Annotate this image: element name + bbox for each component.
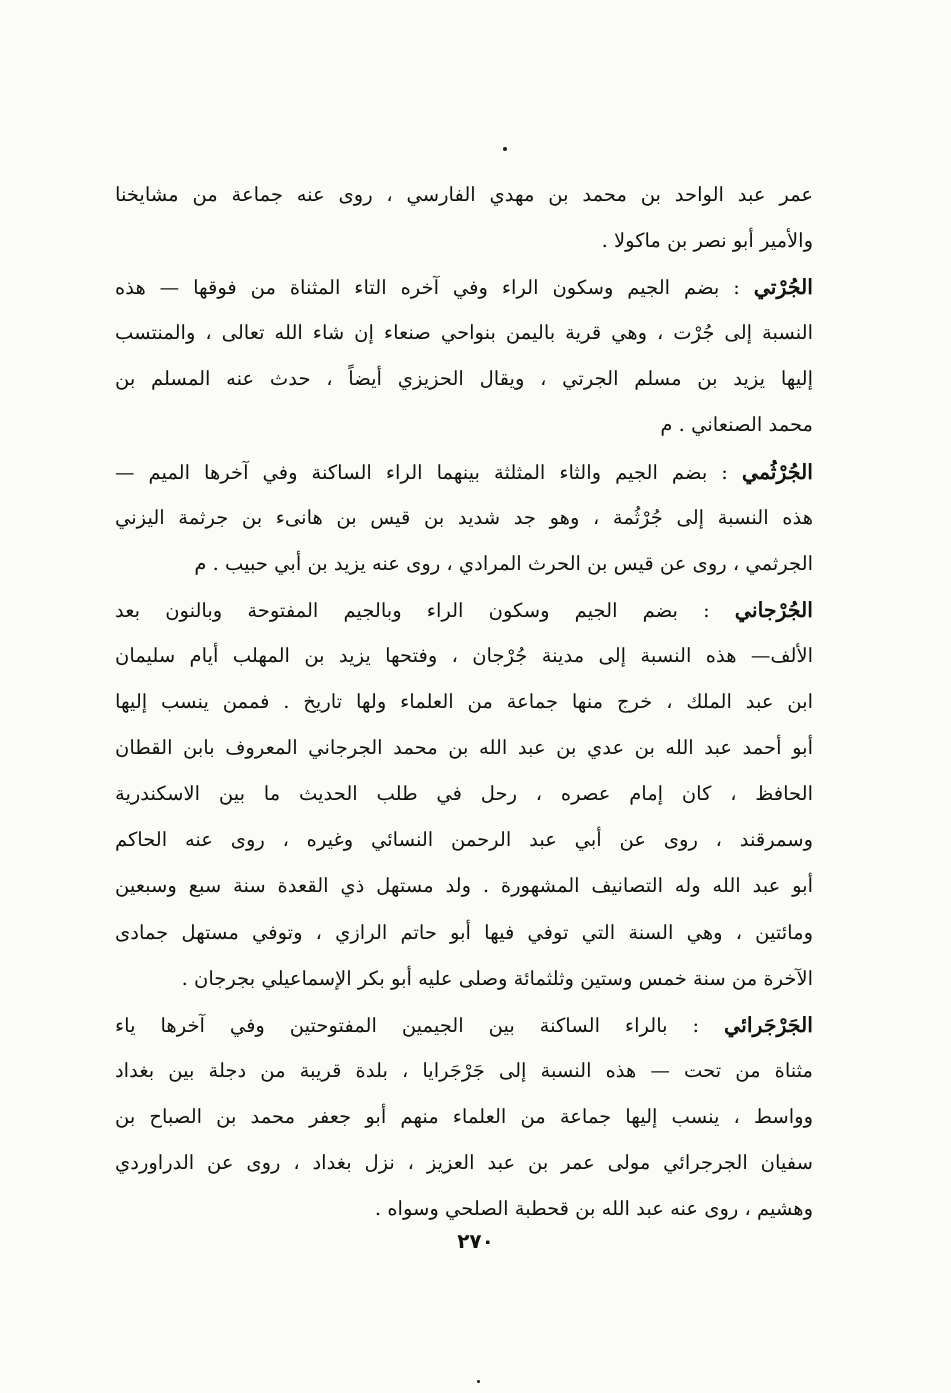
line-text: وهشيم ، روى عنه عبد الله بن قحطبة الصلحي وسواه . [374, 1197, 813, 1221]
line-text: الحافظ ، كان إمام عصره ، رحل في طلب الحديث ما بين الاسكندرية [115, 782, 813, 806]
text-line [115, 449, 813, 495]
line-text: ابن عبد الملك ، خرج منها جماعة من العلماء ولها تاريخ . فممن ينسب إليها [115, 690, 813, 714]
line-text: : بالراء الساكنة بين الجيمين المفتوحتين وفي آخرها ياء [115, 1013, 725, 1037]
line-text: مثناة من تحت — هذه النسبة إلى جَرْجَرايا ، بلدة قريبة من دجلة بين بغداد [115, 1058, 813, 1082]
text-line [115, 1048, 813, 1094]
text-line [115, 633, 813, 679]
line-text: النسبة إلى جُرْت ، وهي قرية باليمن بنواحي صنعاء إن شاء الله تعالى ، والمنتسب [115, 321, 813, 345]
bottom-ink-dot [477, 1380, 480, 1383]
line-text: والأمير أبو نصر بن ماكولا . [601, 229, 813, 253]
line-text: سفيان الجرجرائي مولى عمر بن عبد العزيز ، نزل بغداد ، روى عن الدراوردي [115, 1150, 813, 1174]
page-number: ٢٧٠ [457, 1229, 494, 1253]
text-line [115, 1186, 813, 1232]
text-line [115, 1140, 813, 1186]
text-line [115, 310, 813, 356]
text-line [115, 771, 813, 817]
text-line [115, 587, 813, 633]
text-line [115, 863, 813, 909]
text-line [115, 495, 813, 541]
line-text: أبو عبد الله وله التصانيف المشهورة . ولد مستهل ذي القعدة سنة سبع وسبعين [115, 874, 813, 898]
line-text: : بضم الجيم وسكون الراء وبالجيم المفتوحة وبالنون بعد [115, 598, 735, 622]
entry-heading: الجُرْتي [753, 275, 813, 300]
line-text: وسمرقند ، روى عن أبي عبد الرحمن النسائي وغيره ، روى عنه الحاكم [115, 828, 813, 852]
text-line [115, 264, 813, 310]
text-line [115, 218, 813, 264]
entry-heading: الجَرْجَرائي [724, 1012, 813, 1037]
top-ink-dot [503, 147, 507, 151]
text-line [115, 1002, 813, 1048]
text-line [115, 1094, 813, 1140]
entry-heading: الجُرْجاني [734, 597, 813, 622]
line-text: : بضم الجيم وسكون الراء وفي آخره التاء المثناة من فوقها — هذه [115, 276, 754, 300]
text-line [115, 725, 813, 771]
text-line [115, 956, 813, 1002]
text-line [115, 910, 813, 956]
line-text: أبو أحمد عبد الله بن عدي بن عبد الله بن محمد الجرجاني المعروف بابن القطان [115, 736, 813, 760]
line-text: ومائتين ، وهي السنة التي توفي فيها أبو حاتم الرازي ، وتوفي مستهل جمادى [115, 920, 813, 944]
line-text: وواسط ، ينسب إليها جماعة من العلماء منهم أبو جعفر محمد بن الصباح بن [115, 1104, 813, 1128]
line-text: هذه النسبة إلى جُرْثُمة ، وهو جد شديد بن قيس بن هانىء بن جرثمة اليزني [115, 505, 813, 529]
text-line [115, 817, 813, 863]
line-text: إليها يزيد بن مسلم الجرتي ، ويقال الحزيزي أيضاً ، حدث عنه المسلم بن [115, 367, 813, 391]
line-text: محمد الصنعاني . م [660, 413, 813, 437]
line-text: الألف— هذه النسبة إلى مدينة جُرْجان ، وفتحها يزيد بن المهلب أيام سليمان [115, 643, 813, 667]
line-text: الجرثمي ، روى عن قيس بن الحرث المرادي ، روى عنه يزيد بن أبي حبيب . م [194, 551, 813, 575]
text-line [115, 679, 813, 725]
text-line [115, 356, 813, 402]
text-line [115, 172, 813, 218]
entry-heading: الجُرْثُمي [741, 459, 813, 484]
body-text [115, 172, 813, 1232]
text-line [115, 402, 813, 448]
line-text: الآخرة من سنة خمس وستين وثلثمائة وصلى عليه أبو بكر الإسماعيلي بجرجان . [181, 966, 813, 990]
line-text: عمر عبد الواحد بن محمد بن مهدي الفارسي ، روى عنه جماعة من مشايخنا [115, 183, 813, 206]
text-line [115, 541, 813, 587]
line-text: : بضم الجيم والثاء المثلثة بينهما الراء الساكنة وفي آخرها الميم — [115, 460, 742, 484]
